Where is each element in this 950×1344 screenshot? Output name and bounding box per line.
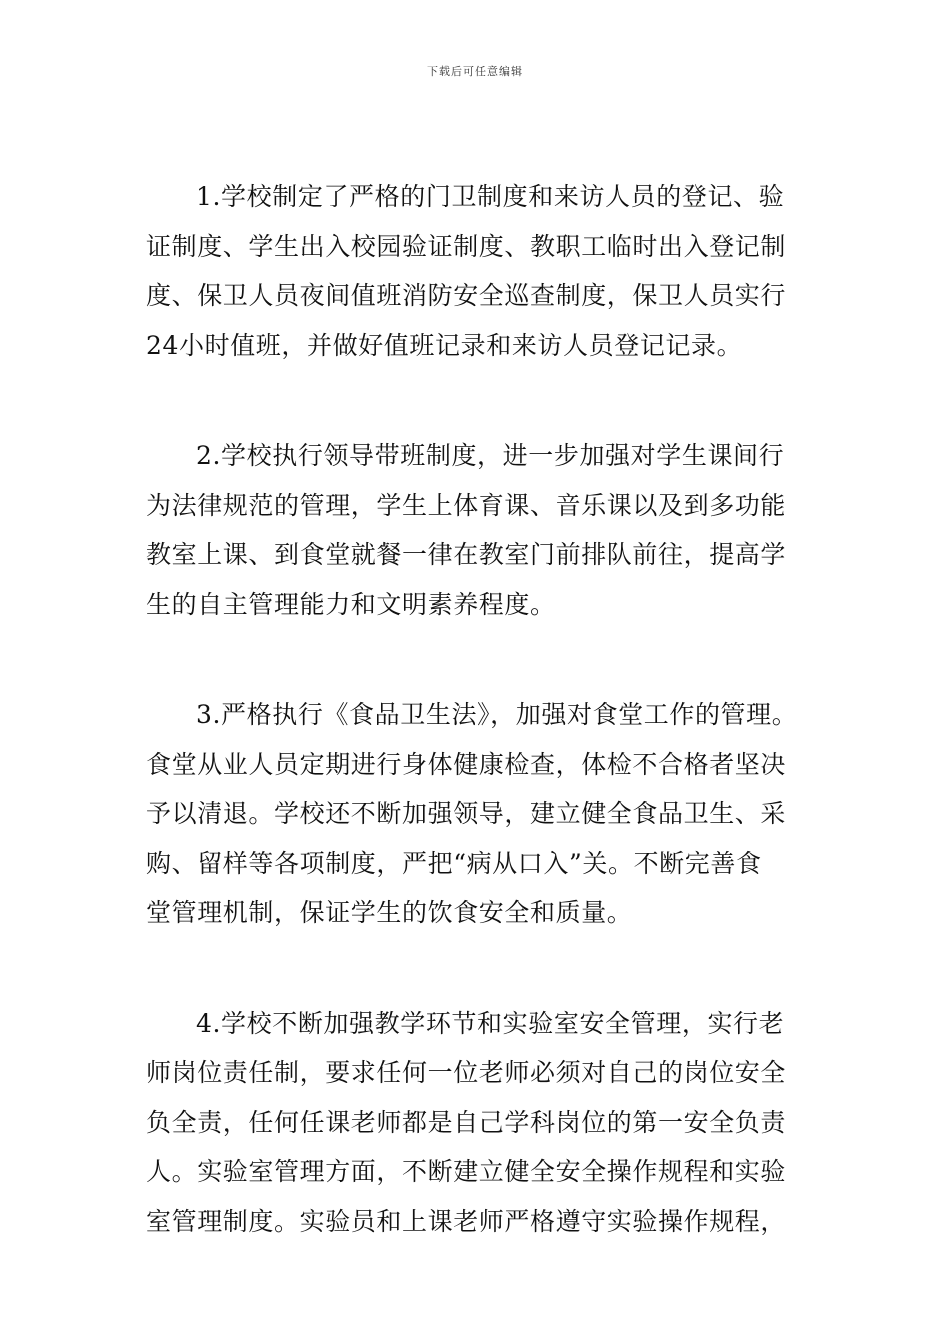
paragraph-line: 1.学校制定了严格的门卫制度和来访人员的登记、验	[196, 182, 785, 211]
paragraph-4	[146, 999, 826, 1247]
paragraph-line: 证制度、学生出入校园验证制度、教职工临时出入登记制	[146, 231, 787, 261]
paragraph-line: 堂管理机制，保证学生的饮食安全和质量。	[146, 898, 633, 927]
page-header-note: 下载后可任意编辑	[427, 65, 523, 78]
paragraph-1	[146, 172, 826, 370]
paragraph-line: 予以清退。学校还不断加强领导，建立健全食品卫生、采	[146, 799, 787, 828]
paragraph-line: 购、留样等各项制度，严把“病从口入”关。不断完善食	[146, 848, 762, 878]
paragraph-line: 食堂从业人员定期进行身体健康检查，体检不合格者坚决	[146, 749, 787, 779]
paragraph-line: 负全责，任何任课老师都是自己学科岗位的第一安全负责	[146, 1107, 787, 1137]
paragraph-line: 为法律规范的管理，学生上体育课、音乐课以及到多功能	[146, 490, 787, 520]
paragraph-line: 4.学校不断加强教学环节和实验室安全管理，实行老	[196, 1008, 785, 1038]
paragraph-line: 2.学校执行领导带班制度，进一步加强对学生课间行	[196, 441, 785, 470]
paragraph-line: 度、保卫人员夜间值班消防安全巡查制度，保卫人员实行	[146, 281, 787, 310]
paragraph-line: 人。实验室管理方面，不断建立健全安全操作规程和实验	[146, 1157, 787, 1186]
paragraph-line: 生的自主管理能力和文明素养程度。	[146, 589, 556, 619]
paragraph-2	[146, 431, 826, 629]
paragraph-3	[146, 690, 826, 938]
document-body	[146, 172, 826, 1307]
paragraph-line: 教室上课、到食堂就餐一律在教室门前排队前往，提高学	[146, 540, 787, 569]
paragraph-line: 室管理制度。实验员和上课老师严格遵守实验操作规程，	[146, 1206, 787, 1236]
paragraph-line: 3.严格执行《食品卫生法》，加强对食堂工作的管理。	[196, 700, 798, 729]
paragraph-line: 24小时值班，并做好值班记录和来访人员登记记录。	[146, 330, 743, 360]
paragraph-line: 师岗位责任制，要求任何一位老师必须对自己的岗位安全	[146, 1058, 787, 1087]
